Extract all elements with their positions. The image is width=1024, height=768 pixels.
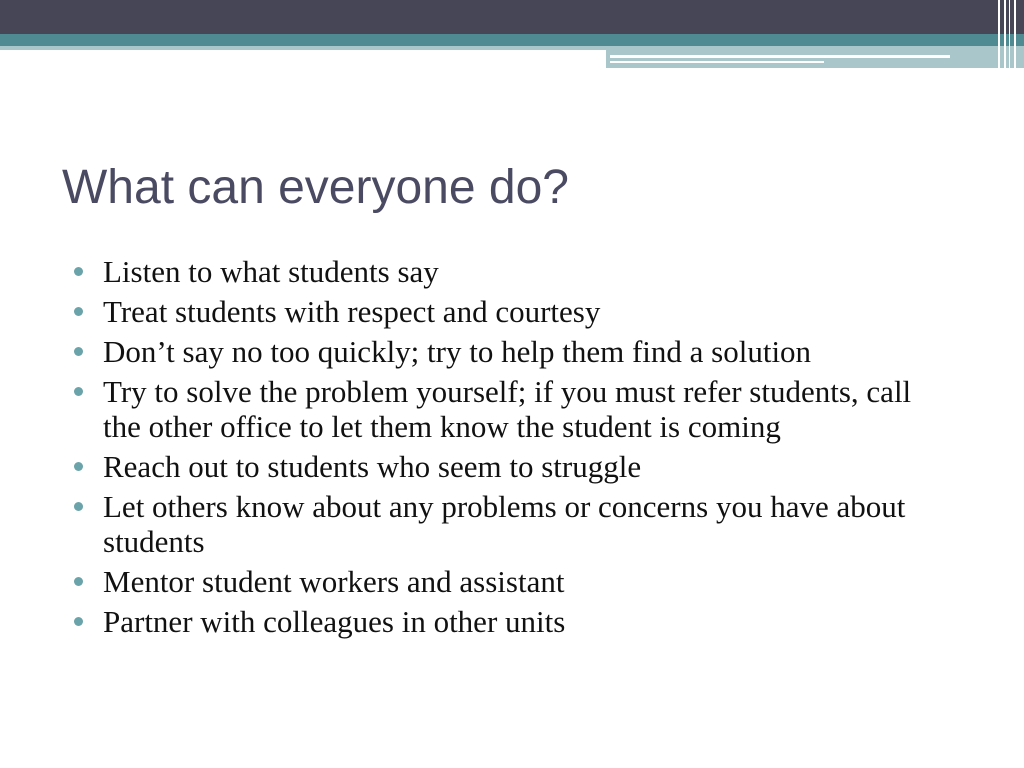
bullet-text: Let others know about any problems or concerns you have about students bbox=[103, 489, 906, 559]
bullet-item bbox=[72, 604, 952, 639]
header-edge-stripes bbox=[994, 0, 1024, 68]
slide-title: What can everyone do? bbox=[62, 161, 569, 214]
bullet-text: Don’t say no too quickly; try to help them find a solution bbox=[103, 334, 812, 369]
bullet-item bbox=[72, 449, 952, 484]
header-band-right-line bbox=[610, 55, 950, 58]
bullet-dot-icon bbox=[74, 267, 83, 276]
header-band-dark bbox=[0, 0, 1024, 34]
header-band-right-line-short bbox=[610, 61, 824, 63]
bullet-item bbox=[72, 254, 952, 289]
bullet-text: Reach out to students who seem to struggle bbox=[103, 449, 642, 484]
bullet-item bbox=[72, 564, 952, 599]
bullet-dot-icon bbox=[74, 387, 83, 396]
bullet-text: Partner with colleagues in other units bbox=[103, 604, 566, 639]
bullet-dot-icon bbox=[74, 347, 83, 356]
bullet-item bbox=[72, 374, 952, 444]
bullet-text: Try to solve the problem yourself; if you must refer students, call the other office to let them know the student is coming bbox=[103, 374, 912, 444]
header-band-teal bbox=[0, 34, 1024, 46]
bullet-text: Mentor student workers and assistant bbox=[103, 564, 565, 599]
bullet-dot-icon bbox=[74, 462, 83, 471]
bullet-dot-icon bbox=[74, 617, 83, 626]
bullet-item bbox=[72, 334, 952, 369]
edge-stripe bbox=[1009, 0, 1010, 68]
edge-stripe bbox=[1014, 0, 1016, 68]
bullet-list bbox=[72, 254, 952, 644]
bullet-text: Treat students with respect and courtesy bbox=[103, 294, 601, 329]
edge-stripe bbox=[1004, 0, 1006, 68]
header-band-light bbox=[0, 46, 608, 50]
bullet-item bbox=[72, 294, 952, 329]
bullet-dot-icon bbox=[74, 307, 83, 316]
bullet-dot-icon bbox=[74, 502, 83, 511]
bullet-text: Listen to what students say bbox=[103, 254, 439, 289]
bullet-dot-icon bbox=[74, 577, 83, 586]
edge-stripe bbox=[998, 0, 1000, 68]
bullet-item bbox=[72, 489, 952, 559]
